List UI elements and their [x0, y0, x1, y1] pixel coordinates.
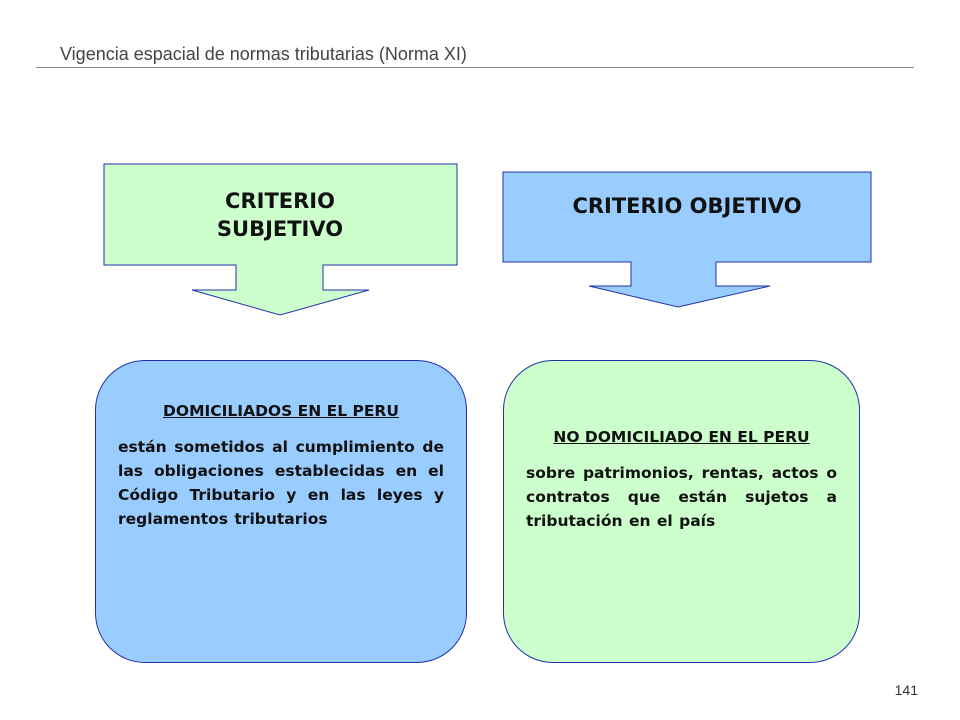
page-title: Vigencia espacial de normas tributarias (Norma XI) [60, 44, 467, 64]
criterio-objetivo-label: CRITERIO OBJETIVO [572, 194, 802, 218]
no-domiciliado-box [503, 360, 860, 663]
page-number: 141 [894, 682, 918, 698]
no-domiciliado-heading: NO DOMICILIADO EN EL PERU [553, 428, 810, 446]
domiciliados-heading: DOMICILIADOS EN EL PERU [163, 402, 399, 420]
no-domiciliado-body: sobre patrimonios, rentas, actos o contratos que están sujetos a tributación en el país [526, 464, 837, 530]
domiciliados-body: están sometidos al cumplimiento de las obligaciones establecidas en el Código Tributario y en las leyes y reglamentos tributarios [118, 438, 444, 528]
domiciliados-box [95, 360, 467, 663]
criterio-subjetivo-label: CRITERIO SUBJETIVO [216, 189, 344, 241]
